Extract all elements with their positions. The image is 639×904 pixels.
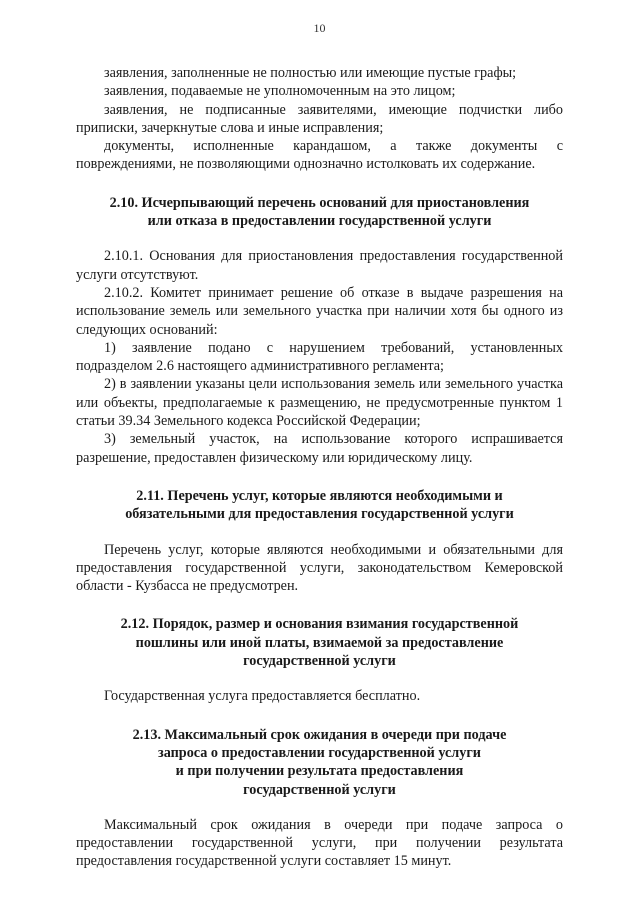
section-2-10-paragraph-2: 2.10.2. Комитет принимает решение об отказе в выдаче разрешения на использование земель или земельного участка при наличии хотя бы одного из следующих оснований: <box>76 284 563 338</box>
section-2-10-paragraph-3: 1) заявление подано с нарушением требований, установленных подразделом 2.6 настоящего административного регламента; <box>76 339 563 375</box>
section-2-10-paragraph-4: 2) в заявлении указаны цели использования земель или земельного участка или объекты, предполагаемые к размещению, не предусмотренные пунктом 1 статьи 39.34 Земельного кодекса Российской Федерации; <box>76 376 563 430</box>
document-body <box>76 64 563 871</box>
section-2-13-heading-line1: 2.13. Максимальный срок ожидания в очереди при подаче <box>132 726 507 743</box>
intro-item-4: документы, исполненные карандашом, а также документы с повреждениями, не позволяющими однозначно истолковать их содержание. <box>76 138 563 173</box>
section-2-13-heading-line2: запроса о предоставлении государственной услуги <box>158 744 481 761</box>
section-2-12-heading-line3: государственной услуги <box>243 653 396 670</box>
section-2-12-paragraph-1: Государственная услуга предоставляется бесплатно. <box>104 688 421 705</box>
section-2-12-heading <box>76 615 563 670</box>
section-2-13-heading <box>76 726 563 799</box>
section-2-12-heading-line2: пошлины или иной платы, взимаемой за предоставление <box>135 634 504 651</box>
intro-item-3: заявления, не подписанные заявителями, имеющие подчистки либо приписки, зачеркнутые слова и иные исправления; <box>76 101 563 136</box>
section-2-13-heading-line3: и при получении результата предоставления <box>175 763 464 780</box>
intro-item-1: заявления, заполненные не полностью или имеющие пустые графы; <box>104 65 517 81</box>
section-2-10-paragraph-1: 2.10.1. Основания для приостановления предоставления государственной услуги отсутствуют. <box>76 248 563 283</box>
section-2-10-paragraph-5: 3) земельный участок, на использование которого испрашивается разрешение, предоставлен физическому или юридическому лицу. <box>76 431 563 466</box>
section-2-10-heading-line2: или отказа в предоставлении государственной услуги <box>147 213 492 230</box>
section-2-12-heading-line1: 2.12. Порядок, размер и основания взимания государственной <box>120 616 519 633</box>
page-number: 10 <box>313 21 326 35</box>
section-2-13-heading-line4: государственной услуги <box>243 781 396 798</box>
intro-item-2: заявления, подаваемые не уполномоченным на это лицом; <box>104 83 456 100</box>
section-2-11-heading-line1: 2.11. Перечень услуг, которые являются необходимыми и <box>136 487 503 504</box>
section-2-10-heading-line1: 2.10. Исчерпывающий перечень оснований для приостановления <box>109 194 530 211</box>
section-2-11-heading <box>76 487 563 524</box>
section-2-11-paragraph-1: Перечень услуг, которые являются необходимыми и обязательными для предоставления государственной услуги, законодательством Кемеровской области - Кузбасса не предусмотрен. <box>76 541 563 595</box>
section-2-10-heading <box>76 194 563 231</box>
section-2-13-paragraph-1: Максимальный срок ожидания в очереди при подаче запроса о предоставлении государственной услуги, при получении результата предоставления государственной услуги составляет 15 минут. <box>76 816 563 870</box>
section-2-11-heading-line2: обязательными для предоставления государственной услуги <box>125 506 514 523</box>
